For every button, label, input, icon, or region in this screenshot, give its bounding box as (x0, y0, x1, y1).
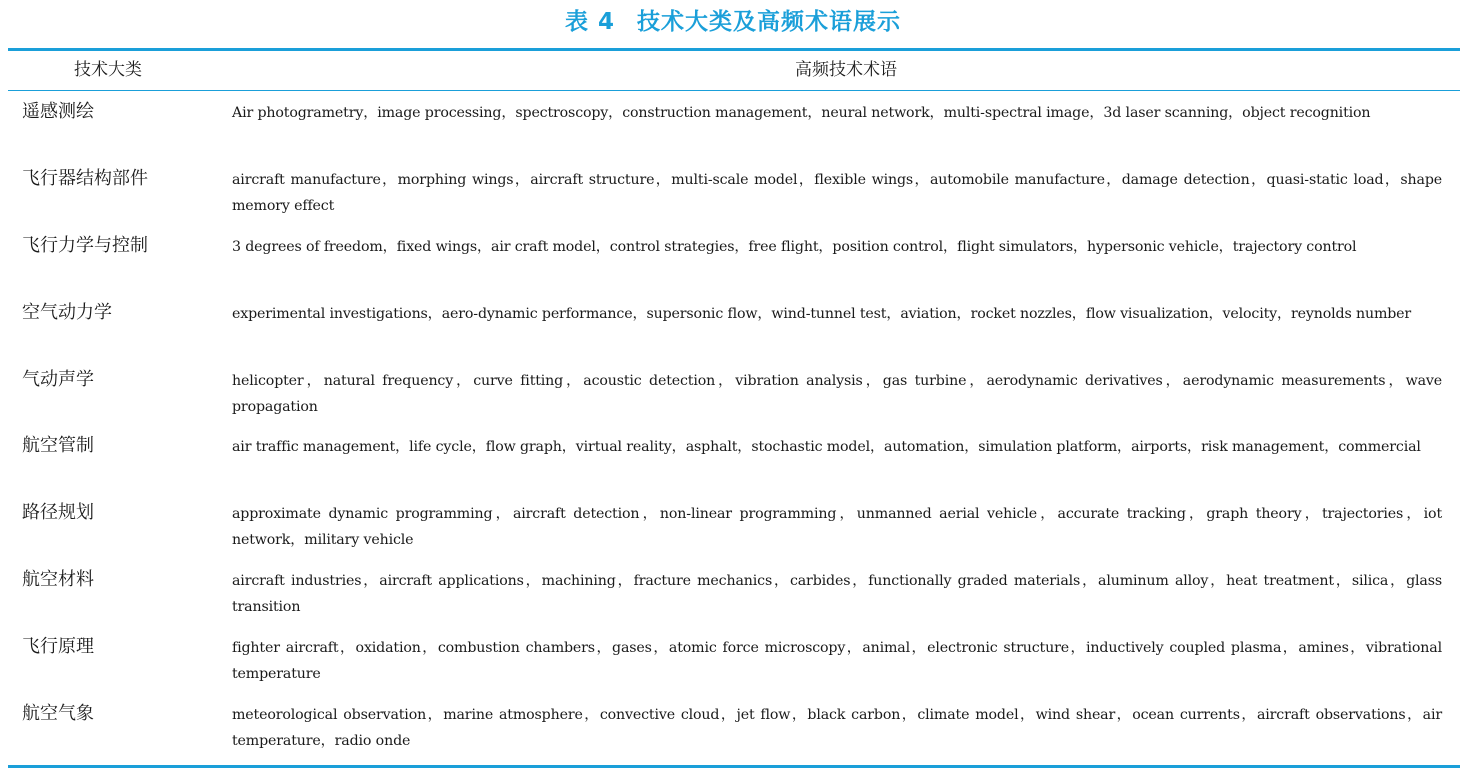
table-row (0, 96, 1466, 163)
terms-cell: 3 degrees of freedom，fixed wings，air craft model，control strategies，free flight，position control，flight simulators，hypersonic vehicle，trajectory control (232, 238, 1357, 255)
terms-cell: meteorological observation，marine atmosphere，convective cloud，jet flow，black carbon，climate model，wind shear，ocean currents，aircraft observations，air temperature，radio onde (232, 707, 1442, 750)
table-row (0, 430, 1466, 497)
category-cell: 航空材料 (22, 569, 94, 591)
column-header-category: 技术大类 (74, 60, 142, 80)
header-rule (8, 90, 1460, 91)
table-row (0, 631, 1466, 698)
table-row (0, 564, 1466, 631)
terms-cell: aircraft industries，aircraft applications，machining，fracture mechanics，carbides，functionally graded materials，aluminum alloy，heat treatment，silica，glass transition (232, 573, 1442, 616)
terms-cell: experimental investigations，aero-dynamic performance，supersonic flow，wind-tunnel test，aviation，rocket nozzles，flow visualization，velocity，reynolds number (232, 305, 1412, 322)
category-cell: 飞行器结构部件 (22, 167, 148, 189)
category-cell: 飞行原理 (22, 636, 94, 658)
category-cell: 气动声学 (22, 368, 94, 390)
table-row (0, 230, 1466, 297)
table-row (0, 364, 1466, 431)
table-title: 技术大类及高频术语展示 (637, 9, 901, 35)
column-header-terms: 高频技术术语 (795, 60, 897, 80)
table-row (0, 163, 1466, 230)
terms-cell: fighter aircraft，oxidation，combustion chambers，gases，atomic force microscopy，animal，electronic structure，inductively coupled plasma，amines，vibrational temperature (232, 640, 1442, 683)
table-caption (0, 4, 1466, 40)
terms-cell: Air photogrametry，image processing，spectroscopy，construction management，neural network，multi-spectral image，3d laser scanning，object recognition (232, 105, 1371, 121)
table-row (0, 698, 1466, 765)
bottom-rule (8, 765, 1460, 768)
table-row (0, 297, 1466, 364)
terms-cell: helicopter，natural frequency，curve fitting，acoustic detection，vibration analysis，gas turbine，aerodynamic derivatives，aerodynamic measurements，wave propagation (232, 372, 1442, 415)
table-number: 表 4 (564, 9, 615, 35)
category-cell: 空气动力学 (22, 301, 112, 323)
terms-cell: aircraft manufacture，morphing wings，aircraft structure，multi-scale model，flexible wings，automobile manufacture，damage detection，quasi-static load，shape memory effect (232, 171, 1442, 214)
terms-cell: air traffic management，life cycle，flow graph，virtual reality，asphalt，stochastic model，automation，simulation platform，airports，risk management，commercial (232, 439, 1421, 456)
table-row (0, 497, 1466, 564)
category-cell: 遥感测绘 (22, 101, 94, 122)
category-cell: 飞行力学与控制 (22, 234, 148, 256)
table-body (0, 96, 1466, 765)
category-cell: 航空气象 (22, 703, 94, 725)
category-cell: 航空管制 (22, 435, 94, 457)
terms-cell: approximate dynamic programming，aircraft detection，non-linear programming，unmanned aerial vehicle，accurate tracking，graph theory，trajectories，iot network，military vehicle (232, 506, 1442, 549)
category-cell: 路径规划 (22, 502, 94, 524)
